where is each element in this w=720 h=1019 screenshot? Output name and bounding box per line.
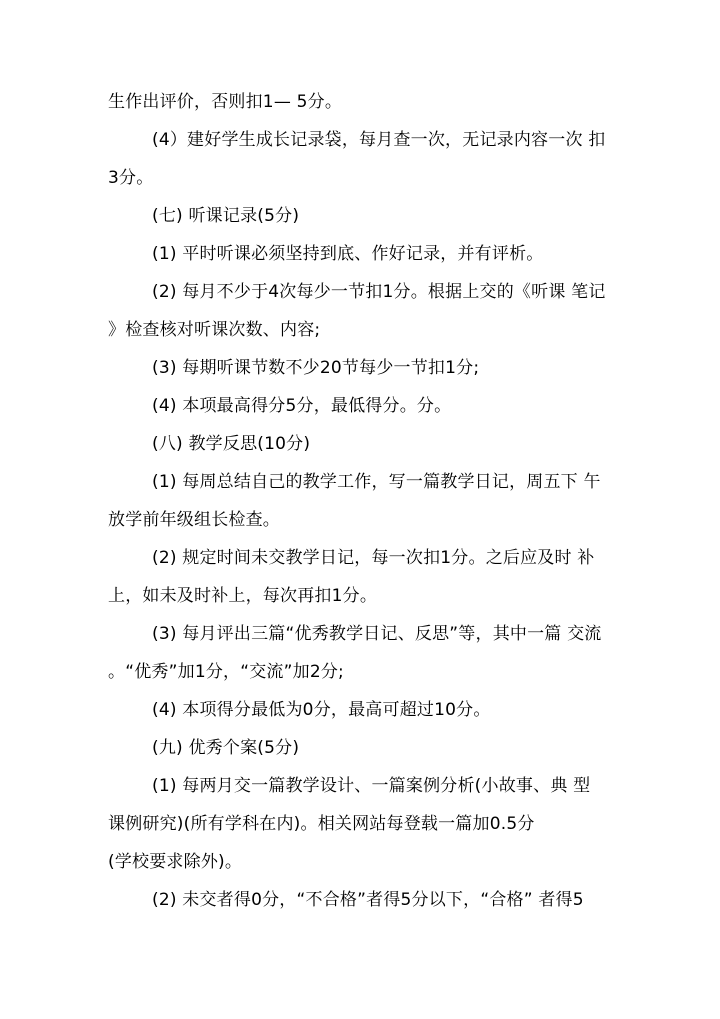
list-item-1-line1: (1) 每两月交一篇教学设计、一篇案例分析(小故事、典 型 [152,776,591,796]
list-item-4: (4) 本项最高得分5分，最低得分。分。 [152,396,452,416]
list-item-4-line1: (4）建好学生成长记录袋，每月查一次，无记录内容一次 扣 [152,130,606,150]
list-item-4-line2: 3分。 [108,168,154,188]
text-line: 生作出评价，否则扣1— 5分。 [108,92,343,112]
section-heading-8: (八) 教学反思(10分) [152,434,311,454]
list-item-2-line2: 》检查核对听课次数、内容; [108,320,321,340]
list-item-4: (4) 本项得分最低为0分，最高可超过10分。 [152,700,491,720]
list-item-1-line3: (学校要求除外)。 [108,852,243,872]
list-item-2-line1: (2) 规定时间未交教学日记，每一次扣1分。之后应及时 补 [152,548,595,568]
section-heading-9: (九) 优秀个案(5分) [152,738,300,758]
list-item-1: (1) 平时听课必须坚持到底、作好记录，并有评析。 [152,244,544,264]
list-item-2: (2) 未交者得0分，“不合格”者得5分以下，“合格” 者得5 [152,890,584,910]
list-item-3-line2: 。“优秀”加1分，“交流”加2分; [108,662,344,682]
list-item-3: (3) 每期听课节数不少20节每少一节扣1分; [152,358,480,378]
list-item-1-line1: (1) 每周总结自己的教学工作，写一篇教学日记，周五下 午 [152,472,601,492]
section-heading-7: (七) 听课记录(5分) [152,206,300,226]
list-item-1-line2: 放学前年级组长检查。 [108,510,280,530]
list-item-2-line2: 上，如未及时补上，每次再扣1分。 [108,586,378,606]
list-item-2-line1: (2) 每月不少于4次每少一节扣1分。根据上交的《听课 笔记 [152,282,606,302]
list-item-1-line2: 课例研究)(所有学科在内)。相关网站每登载一篇加0.5分 [108,814,535,834]
list-item-3-line1: (3) 每月评出三篇“优秀教学日记、反思”等，其中一篇 交流 [152,624,602,644]
